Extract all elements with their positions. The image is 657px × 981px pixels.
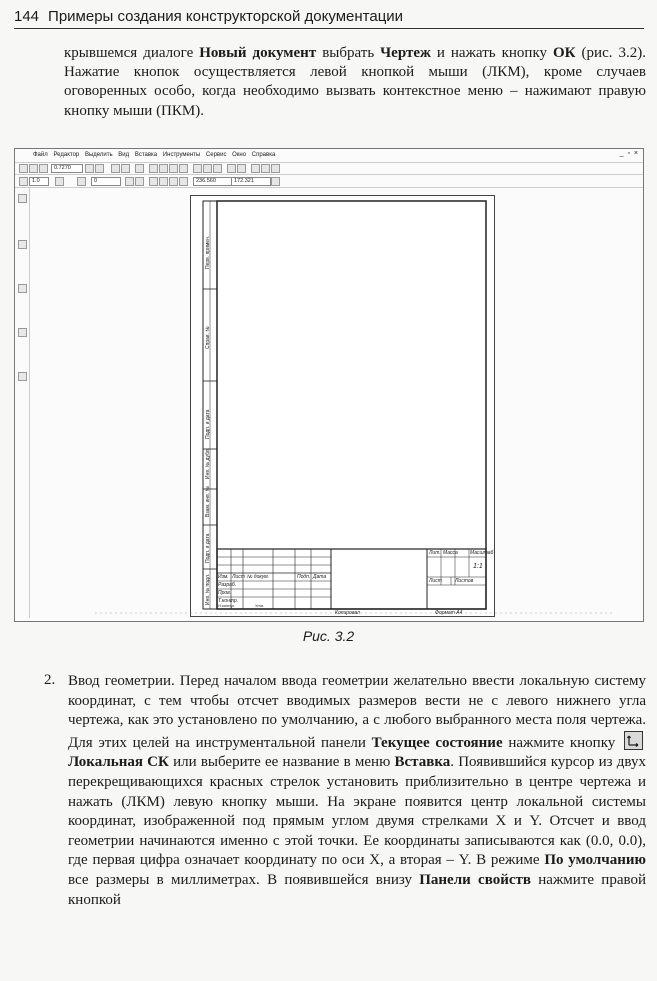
sheet-label: Лист — [429, 578, 442, 584]
side-label: Справ. № — [205, 326, 211, 349]
copied-label: Копировал — [335, 610, 360, 616]
mass-label: Масса — [443, 550, 458, 556]
new-document-term: Новый документ — [199, 45, 317, 61]
col-label: Лист — [232, 574, 245, 580]
menu-item[interactable]: Справка — [251, 152, 276, 158]
ok-term: ОК — [553, 45, 576, 61]
paragraph-intro: крывшемся диалоге Новый документ выбрать Чертеж и нажать кнопку ОК (рис. 3.2). Нажатие кнопок осуществляется левой кнопкой мыши (ЛКМ), кроме случаев оговоренных особо, когда необходимо вызвать контекстное меню – нажимают правую кнопку мыши (ПКМ). — [64, 45, 646, 119]
row-label: Т.контр. — [218, 598, 239, 604]
side-label: Подп. и дата — [205, 409, 211, 439]
menu-item[interactable]: Редактор — [53, 152, 80, 158]
col-label: Изм. — [218, 574, 229, 580]
row-label: Пров. — [218, 590, 232, 596]
menu-item[interactable]: Вставка — [134, 152, 158, 158]
side-label: Взам. инв. № — [205, 486, 211, 517]
page-header — [14, 8, 644, 29]
side-label: Подп. и дата — [205, 533, 211, 563]
menu-item[interactable]: Вид — [118, 152, 130, 158]
menu-item[interactable]: Выделить — [84, 152, 113, 158]
paragraph-geometry: Ввод геометрии. Перед началом ввода геометрии желательно ввести локальную систему координат, с тем чтобы отсчет вводимых размеров вести не с левого нижнего угла чертежа, как это установлено по умолчанию, а с любого выбранного места поля чертежа. Для этих целей на инструментальной панели Текущее состояние нажмите кнопку Локальная СК или выберите ее название в меню Вставка. Появившийся курсор из двух перекрещивающихся красных стрелок установить приблизительно в центре чертежа и нажать (ЛКМ) левую кнопку мыши. На экране появится центр локальной системы координат, изображенной под прямым углом двумя стрелками X и Y. Отсчет и ввод геометрии начинаются именно с этой точки. Ее координаты записываются как (0.0, 0.0), где первая цифра означает координату по оси X, а вторая – Y. В режиме По умолчанию все размеры в миллиметрах. В появившейся внизу Панели свойств нажмите правой кнопкой — [68, 673, 646, 908]
scale-value: 1:1 — [473, 563, 483, 570]
menu-item[interactable]: Сервис — [205, 152, 227, 158]
figure-caption: Рис. 3.2 — [302, 628, 355, 644]
col-label: Дата — [313, 574, 327, 580]
row-label: Разраб. — [218, 582, 237, 588]
current-state-term: Текущее состояние — [371, 734, 503, 751]
col-label: Подп. — [297, 574, 311, 580]
zoom-field[interactable]: 0.7270 — [51, 164, 83, 173]
coord-y-field[interactable]: 172.321 — [231, 177, 271, 186]
drawing-frame — [15, 149, 643, 621]
insert-menu-term: Вставка — [394, 754, 451, 771]
properties-panel-term: Панели свойств — [419, 871, 531, 888]
window-controls[interactable]: _ ▫ × — [619, 150, 639, 157]
page-number: 144 — [14, 8, 40, 25]
scale-label: Масштаб — [470, 550, 494, 556]
format-label: Формат А4 — [435, 610, 463, 616]
drawing-term: Чертеж — [380, 45, 431, 61]
layer-field[interactable]: 0 — [91, 177, 121, 186]
row-label: Н.контр. — [218, 603, 235, 608]
sheets-label: Листов — [455, 578, 474, 584]
row-label: Утв. — [255, 603, 265, 608]
side-label: Инв. № дубл. — [205, 448, 211, 479]
local-cs-button-icon — [624, 731, 643, 750]
menu-item[interactable]: Инструменты — [162, 152, 201, 158]
menu-item[interactable]: Файл — [33, 152, 48, 158]
list-number: 2. — [44, 672, 56, 688]
side-label: Инв. № подл. — [205, 573, 211, 605]
lit-label: Лит. — [429, 550, 441, 556]
local-cs-term: Локальная СК — [68, 754, 169, 771]
menu-item[interactable]: Окно — [232, 152, 247, 158]
step-field[interactable]: 1.0 — [29, 177, 49, 186]
coord-x-field[interactable]: 236.560 — [193, 177, 233, 186]
cad-screenshot — [14, 148, 644, 622]
default-mode-term: По умолчанию — [544, 852, 646, 869]
col-label: № докум. — [247, 574, 270, 580]
side-label: Перв. примен. — [205, 235, 211, 269]
chapter-title: Примеры создания конструкторской документации — [48, 8, 404, 25]
